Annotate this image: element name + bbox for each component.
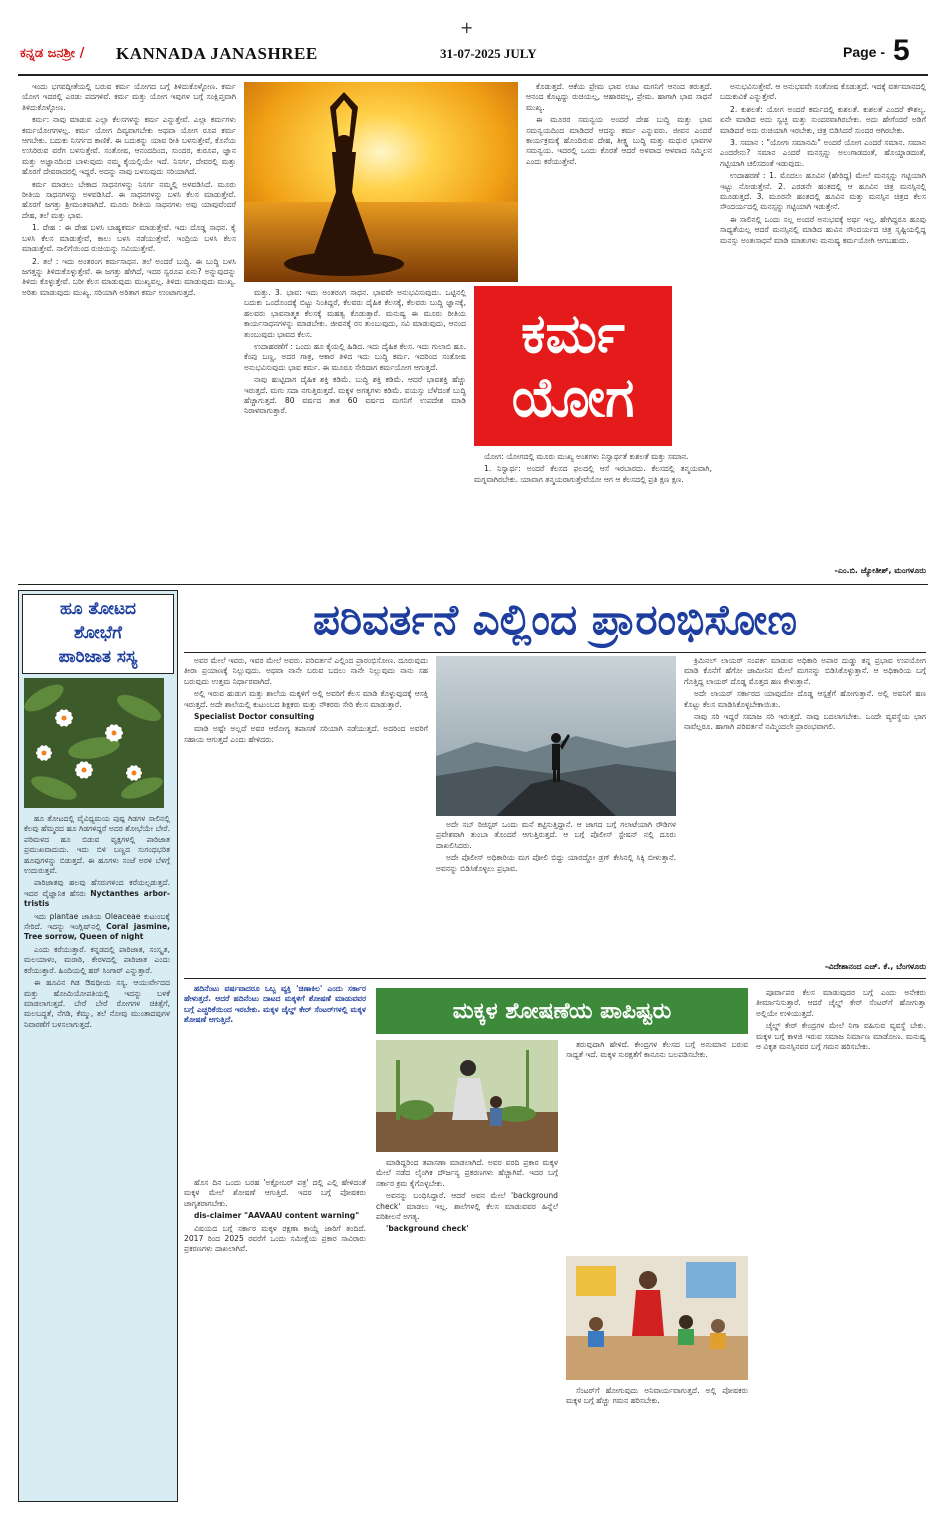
article1-column-4 [720,82,926,560]
specialist-text: Specialist Doctor consulting [194,712,315,722]
sidebar-title-line-3: ಪಾರಿಜಾತ ಸಸ್ಯ [58,647,138,667]
paragraph: 1. ನಿಸ್ವಾರ್ಥ: ಅಂದರೆ ಕೆಲಸದ ಫಲದಲ್ಲಿ ಆಸೆ ಇರಬಾರದು. ಕೆಲಸದಲ್ಲಿ ತನ್ಮಯವಾಗಿ, ಮಗ್ನವಾಗಿರಬೇಕು. ಯಾವಾಗ ತನ್ಮಯರಾಗುತ್ತೇವೆಯೋ ಆಗ ಆ ಕೆಲಸದಲ್ಲಿ ಪ್ರತಿ ಕ್ಷಣ ಕ್ಷಣ. [474,464,712,484]
paragraph: ಅವನನ್ನು ಬಂಧಿಸಿದ್ದಾರೆ. ಆದರೆ ಅವನ ಮೇಲೆ 'background check' ಮಾಡಲು ಇಲ್ಲ. ಶಾಲೆಗಳಲ್ಲಿ ಕೆಲಸ ಮಾಡುವವರ ಹಿನ್ನೆಲೆ ಪರಿಶೀಲನೆ ಅಗತ್ಯ. [376,1191,558,1222]
paragraph: ಈ ಹೂವಿನ ಗಿಡ ಔಷಧೀಯ ಸಸ್ಯ. ಆಯುರ್ವೇದದ ಮತ್ತು ಹೋಮಿಯೋಪತಿಯಲ್ಲಿ ಇದನ್ನು ಬಳಕೆ ಮಾಡಲಾಗುತ್ತದೆ. ಬೇರೆ ಬೇರೆ ರೋಗಗಳ ಚಿಕಿತ್ಸೆಗೆ, ಮಲಬದ್ಧತೆ, ನೆಗಡಿ, ಕೆಮ್ಮು, ತಲೆ ನೋವು ಮುಂತಾದವುಗಳ ನಿವಾರಣೆಗೆ ಬಳಸಲಾಗುತ್ತದೆ. [24,978,170,1029]
header-rule [18,74,928,76]
meditation-sunset-photo [244,82,518,282]
brand-kannada: ಕನ್ನಡ ಜನಶ್ರೀ / [20,46,85,61]
paragraph: ಉದಾಹರಣೆಗೆ : ಒಂದು ಹೂ ಕೈಯಲ್ಲಿ ಹಿಡಿದ. ಇದು ದೈಹಿಕ ಕೆಲಸ. ಇದು ಗುಲಾಬಿ ಹೂ. ಕೆಂಪು ಬಣ್ಣ, ಅದರ ಗಾತ್ರ, ಆಕಾರ ತಿಳಿದ ಇದು ಬುದ್ಧಿ ಕರ್ಮ. ಇದರಿಂದ ಸಂತೋಷ ಅನುಭವಿಸುವುದು ಭಾವ ಕರ್ಮ. ಈ ಮೂರೂ ಸೇರಿದಾಗ ಕರ್ಮಯೋಗ ಆಗುತ್ತದೆ. [244,342,466,372]
paragraph: ಅಲ್ಲಿ ಇರುವ ಹುಡುಗ ಮತ್ತು ಶಾಲೆಯ ಮಕ್ಕಳಿಗೆ ಅಲ್ಲಿ ಅವರಿಗೆ ಕೆಲಸ ಮಾಡಿ ಕೊಳ್ಳುವುದಕ್ಕೆ ಆಸಕ್ತಿ ಇರುತ್ತದೆ. ಅದೇ ಶಾಲೆಯಲ್ಲಿ ಕುಟುಂಬದ ಶಿಕ್ಷಕರು ಮತ್ತು ನೌಕರರು ಸೇರಿ ಕೆಲಸ ಮಾಡುತ್ತಾರೆ. [184,689,428,709]
sidebar-title-box [22,594,174,674]
article2-column-3 [684,656,926,956]
paragraph: ಪೂರ್ವಾಪರ ಕೆಲಸ ಮಾಡುವುದರ ಬಗ್ಗೆ ಎಂದು ಅನೇಕರು ತೀರ್ಮಾನಿಸುತ್ತಾರೆ. ಆದರೆ ಚೈಲ್ಡ್ ಕೇರ್ ಸೆಂಟರ್‌ಗೆ ಹೋಗುತ್ತಾ ಅಲ್ಲಿಯೇ ಉಳಿಯುತ್ತದೆ. [756,988,926,1018]
article3-intro [184,984,366,1174]
paragraph: ಇದು plantae ಜಾತಿಯ Oleaceae ಕುಟುಂಬಕ್ಕೆ ಸೇರಿದೆ. ಇದನ್ನು ಇಂಗ್ಲಿಷ್‌ನಲ್ಲಿ Coral jasmine, Tree sorrow, Queen of night [24,911,170,942]
paragraph: ವಿಷಯದ ಬಗ್ಗೆ ಸರ್ಕಾರ ಮಕ್ಕಳ ರಕ್ಷಣಾ ಕಾಯ್ದೆ ಜಾರಿಗೆ ತಂದಿದೆ. 2017 ರಿಂದ 2025 ರವರೆಗೆ ಒಂದು ಸಮೀಕ್ಷೆಯ ಪ್ರಕಾರ ಸಾವಿರಾರು ಪ್ರಕರಣಗಳು ದಾಖಲಾಗಿವೆ. [184,1223,366,1254]
article3-column-4 [756,988,926,1498]
teacher-child-garden-photo [376,1040,558,1152]
parijata-flower-photo [24,678,164,808]
paragraph: ಹೊಸ ದಿನ ಒಂದು ಬರಹ 'ಅಕ್ಟೋಬರ್ ಪತ್ರ' ದಲ್ಲಿ ಎಲ್ಲಿ ಹೇಳಿದಂತೆ ಮಕ್ಕಳ ಮೇಲೆ ಶೋಷಣೆ ಆಗುತ್ತಿದೆ. ಇದರ ಬಗ್ಗೆ ಪೋಷಕರು ಜಾಗೃತರಾಗಬೇಕು. [184,1178,366,1208]
paragraph: 1. ದೇಹ : ಈ ದೇಹ ಬಳಸಿ ಬಾಹ್ಯಕರ್ಮ ಮಾಡುತ್ತೇವೆ. ಇದು ದೊಡ್ಡ ಸಾಧನ. ಕೈ ಬಳಸಿ ಕೆಲಸ ಮಾಡುತ್ತೇವೆ, ಕಾಲು ಬಳಸಿ ನಡೆಯುತ್ತೇವೆ. ಇಂದ್ರಿಯ ಬಳಸಿ ಕೆಲಸ ಮಾಡುತ್ತೇವೆ. ನಾಲಿಗೆಯಿಂದ ರುಚಿಯನ್ನು ಸವಿಯುತ್ತೇವೆ. [22,223,236,254]
sidebar-body [24,814,170,1494]
paragraph: ಯೋಗ: ಯೋಗದಲ್ಲಿ ಮೂರು ಮುಖ್ಯ ಅಂಶಗಳು ನಿಸ್ವಾರ್ಥತೆ ಕುಶಲತೆ ಮತ್ತು ಸಮಾನ. [484,452,689,461]
paragraph: ಅನುಭವಿಸುತ್ತೇವೆ. ಆ ಅನುಭವವೇ ಸಂತೋಷ ಕೊಡುತ್ತದೆ. ಇದಕ್ಕೆ ವರ್ತಮಾನದಲ್ಲಿ ಬದುಕುವಿಕೆ ಎನ್ನುತ್ತೇವೆ. [720,82,926,102]
article1-column-2 [244,288,466,580]
paragraph: ಮತ್ತು. 3. ಭಾವ: ಇದು ಅಂತರಂಗ ಸಾಧನ. ಭಾವವೇ ಅನುಭವಿಸುವುದು. ಒಟ್ಟಿನಲ್ಲಿ ಬದುಕು ಒಂದೊಂದಕ್ಕೆ ಬಿಟ್ಟು ನಿಂತಿದ್ದರೆ, ಕೆಲವರು ದೈಹಿಕ ಕೆಲಸಕ್ಕೆ, ಕೆಲವರು ಬುದ್ಧಿ ಜ್ಞಾನಕ್ಕೆ, ಹಲವರು ಭಾವನಾತ್ಮಕ ಕೆಲಸಕ್ಕೆ ಮಹತ್ವ ಕೊಡುತ್ತಾರೆ. ಮನುಷ್ಯ ಈ ಮೂರು ರೀತಿಯ ಕಾರ್ಯಸಾಧನಗಳನ್ನು ಮಾಡಬೇಕು. ಜೀವನಕ್ಕೆ ರಸ ತುಂಬುವುದು, ಸವಿ ಮಾಡುವುದು, ಆನಂದ ತುಂಬುವುದು ಭಾವದ ಕೆಲಸ. [244,288,466,339]
article3-column-1 [184,1178,366,1498]
english-names: Coral jasmine, Tree sorrow, Queen of night [24,922,170,942]
paragraph: ಈ ಸಾಲಿನಲ್ಲಿ ಒಂದು ಸಲ್ಲ ಅಂದರೆ ಅನುಭವಕ್ಕೆ ಅರ್ಥ ಇಲ್ಲ. ಹೇಗಿದ್ದರೂ ಹೂವು ಸಾಧ್ಯತೆಯಲ್ಲ ಆದರೆ ಮನಸ್ಸಿನಲ್ಲಿ ಮಾಡಿದ ಹುವಿನ ಸೌಂದರ್ಯದ ಚಿತ್ರ ಸೃಷ್ಟಿಯಲ್ಲಿದ್ದ ಮನಸ್ಸು ಅಂತಃಸಾಧನೆ ಮಾಡಿ ಮಾತುಗಳು ಮನುಷ್ಯ ಕರ್ಮಯೋಗಿ ಆಗಬಹುದು. [720,214,926,245]
article1-byline: -ಎಂ.ಬಿ. ಜ್ಯೋತೀಶ್, ಮಂಗಳೂರು [834,566,926,575]
paragraph: ಇಂದು ಭಗವದ್ಗೀತೆಯಲ್ಲಿ ಬರುವ ಕರ್ಮ ಯೋಗದ ಬಗ್ಗೆ ತಿಳಿದುಕೊಳ್ಳೋಣ. ಕರ್ಮ ಯೋಗ ಇದರಲ್ಲಿ ಎರಡು ಪದಗಳಿವೆ. ಕರ್ಮ ಮತ್ತು ಯೋಗ ಇವುಗಳ ಬಗ್ಗೆ ಸಂಕ್ಷಿಪ್ತವಾಗಿ ತಿಳಿದುಕೊಳ್ಳೋಣ. [22,82,236,112]
paragraph: ಹೂ ತೋಟದಲ್ಲಿ ವೈವಿಧ್ಯಮಯ ಪುಷ್ಪ ಗಿಡಗಳ ಸಾಲಿನಲ್ಲಿ ಕೆಲವು ಹೆಮ್ಮರದ ಹೂ ಗಿಡಗಳಿದ್ದರೆ ಅದರ ಶೋಭೆಯೇ ಬೇರೆ. ಪರಿಮಳದ ಹೂ ಬಿಡುವ ವೃಕ್ಷಗಳಲ್ಲಿ ಪಾರಿಜಾತ ಪ್ರಮುಖವಾದುದು. ಇದು ಬಿಳಿ ಬಣ್ಣದ ಸುಗಂಧಭರಿತ ಹೂವುಗಳನ್ನು ಬಿಡುತ್ತದೆ. ಈ ಹೂಗಳು ಸಂಜೆ ಅರಳಿ ಬೆಳಗ್ಗೆ ಉದುರುತ್ತವೆ. [24,814,170,876]
parivartane-headline: ಪರಿವರ್ತನೆ ಎಲ್ಲಿಂದ ಪ್ರಾರಂಭಿಸೋಣ [312,595,798,644]
paragraph: ಅದೇ ಲಾಯರ್ ಸರ್ಕಾರದ ಯಾವುದೋ ದೊಡ್ಡ ಆಸ್ಪತ್ರೆಗೆ ಹೋಗುತ್ತಾನೆ. ಅಲ್ಲಿ ಅವನಿಗೆ ಹಣ ಕೊಟ್ಟು ಕೆಲಸ ಮಾಡಿಸಿಕೊಳ್ಳಬೇಕಾಯಿತು. [684,689,926,709]
issue-date: 31-07-2025 JULY [440,46,537,61]
paragraph: ನಾವು ಸರಿ ಇದ್ದರೆ ಸಮಾಜ ಸರಿ ಇರುತ್ತದೆ. ನಾವು ಬದಲಾಗಬೇಕು. ಒಂದೇ ವ್ಯವಸ್ಥೆಯ ಭಾಗ ನಾವೆಲ್ಲರೂ. ಹಾಗಾಗಿ ಪರಿವರ್ತನೆ ನಮ್ಮಿಂದಲೇ ಪ್ರಾರಂಭವಾಗಲಿ. [684,712,926,732]
disclaimer-text: dis-claimer "AAVAAU content warning" [194,1211,360,1221]
paragraph: ಅದೇ ಸಬ್ ರಿಜಿಸ್ಟರ್ ಒಂದು ಮನೆ ಕಟ್ಟಿಸುತ್ತಿದ್ದಾನೆ. ಆ ಜಾಗದ ಬಗ್ಗೆ ಗಲಾಟೆಯಾಗಿ ರೌಡಿಗಳ ಪ್ರವೇಶವಾಗಿ ತುಂಬಾ ತೊಂದರೆ ಆಗುತ್ತಿರುತ್ತದೆ. ಆ ಬಗ್ಗೆ ಪೊಲೀಸ್ ಸ್ಟೇಷನ್ ನಲ್ಲಿ ದೂರು ದಾಖಲಿಸಿದರು. [436,820,676,850]
paragraph: ನಾವು ಹುಟ್ಟಿದಾಗ ದೈಹಿಕ ಶಕ್ತಿ ಕಡಿಮೆ. ಬುದ್ಧಿ ಶಕ್ತಿ ಕಡಿಮೆ. ಆದರೆ ಭಾವಶಕ್ತಿ ಹೆಚ್ಚು ಇರುತ್ತದೆ. ಮಗು ಸದಾ ನಗುತ್ತಿರುತ್ತದೆ. ಮಕ್ಕಳ ಅಗತ್ಯಗಳು ಕಡಿಮೆ. ವಯಸ್ಸು ಬೆಳೆದಂತೆ ಬುದ್ಧಿ ಹೆಚ್ಚಾಗುತ್ತದೆ. 80 ವರ್ಷದ ತಾತ 60 ವರ್ಷದ ಮಗನಿಗೆ ಉಪದೇಶ ಮಾಡಿ ನಿರಾಳವಾಗುತ್ತಾರೆ. [244,375,466,416]
paragraph: ಮಾಡಿ ಅಷ್ಟೇ ಅಲ್ಲದೆ ಅವರ ಆರೋಗ್ಯ ತಪಾಸಣೆ ಸರಿಯಾಗಿ ನಡೆಯುತ್ತದೆ. ಅದರಿಂದ ಅವರಿಗೆ ಸಹಾಯ ಆಗುತ್ತದೆ ಎಂದು ಹೇಳಿದರು. [184,724,428,744]
article3-column-3-bottom [566,1386,748,1498]
paragraph: ಮಾಡಿದ್ದರಿಂದ ತಪಾಸಣಾ ಮಾಡಲಾಗಿದೆ. ಅವರ ವರದಿ ಪ್ರಕಾರ ಮಕ್ಕಳ ಮೇಲೆ ನಡೆದ ಲೈಂಗಿಕ ದೌರ್ಜನ್ಯ ಪ್ರಕರಣಗಳು ಹೆಚ್ಚಾಗಿವೆ. ಇದರ ಬಗ್ಗೆ ಸರ್ಕಾರ ಕ್ರಮ ಕೈಗೊಳ್ಳಬೇಕು. [376,1158,558,1188]
paragraph: ಕ್ರಿಮಿನಲ್ ಲಾಯರ್ ಸಂಪರ್ಕ ಮಾಡುವ ಅಧಿಕಾರಿ ಅಪಾರ ದುಡ್ಡು ತನ್ನ ಪ್ರಭಾವ ಉಪಯೋಗ ಮಾಡಿ ಕೊನೆಗೆ ಹೆಗೋ ಜಾಮೀನಿನ ಮೇಲೆ ಮಗನನ್ನು ಬಿಡಿಸಿಕೊಳ್ಳುತ್ತಾನೆ. ಆ ಅಧಿಕಾರಿಯ ಬಗ್ಗೆ ಗೊತ್ತಿದ್ದ ಲಾಯರ್ ದೊಡ್ಡ ಮೊತ್ತದ ಹಣ ಕೇಳುತ್ತಾನೆ. [684,656,926,686]
paragraph: ಚೈಲ್ಡ್ ಕೇರ್ ಕೇಂದ್ರಗಳ ಮೇಲೆ ನಿಗಾ ವಹಿಸುವ ವ್ಯವಸ್ಥೆ ಬೇಕು. ಮಕ್ಕಳ ಬಗ್ಗೆ ಕಾಳಜಿ ಇರುವ ಸಮಾಜ ನಿರ್ಮಾಣ ಮಾಡೋಣ. ಮನುಷ್ಯ ಆ ವಿಕೃತ ಮನಸ್ಸಿನವರ ಬಗ್ಗೆ ಗಮನ ಹರಿಸಬೇಕು. [756,1021,926,1052]
section-rule [18,584,928,585]
karma-yoga-headline-box [474,286,672,446]
paragraph: ಕರ್ಮ ಮಾಡಲು ಬೇಕಾದ ಸಾಧನಗಳನ್ನು ನಿಸರ್ಗ ನಮ್ಮಲ್ಲಿ ಅಳವಡಿಸಿದೆ. ಮೂರು ರೀತಿಯ ಸಾಧನಗಳನ್ನು ಅಳವಡಿಸಿದೆ. ಈ ಸಾಧನಗಳನ್ನು ಬಳಸಿ ಕೆಲಸ ಮಾಡುತ್ತೇವೆ. ಹೊರಗೆ ಜಗತ್ತು ಶ್ರೀಮಂತವಾಗಿದೆ. ಮೂರು ರೀತಿಯ ಸಾಧನಗಳು ಅವು ಯಾವುವೆಂದರೆ ದೇಹ, ತಲೆ ಮತ್ತು ಭಾವ. [22,179,236,220]
paragraph: ಉದಾಹರಣೆ : 1. ಮೊದಲು ಹೂವಿನ (ಹೇರಿದ್ದ) ಮೇಲೆ ಮನಸ್ಸನ್ನು ಗಟ್ಟಿಯಾಗಿ ಇಟ್ಟು ನೋಡುತ್ತೇನೆ. 2. ಎರಡನೇ ಹಂತದಲ್ಲಿ ಆ ಹೂವಿನ ಚಿತ್ರ ಮನಸ್ಸಿನಲ್ಲಿ ಮೂಡುತ್ತದೆ. 3. ಮೂರನೇ ಹಂತದಲ್ಲಿ ಹೂವಿನ ಮತ್ತು ಮನಸ್ಸಿನ ಚಿತ್ರದ ಕೆಲಸ ಸೌಂದರ್ಯದಲ್ಲಿ ಮನಸ್ಸನ್ನು ಗಟ್ಟಿಯಾಗಿ ಇಡುತ್ತೇನೆ. [720,171,926,212]
article1-column-3-bottom [474,452,712,580]
background-check-text: 'background check' [386,1224,469,1234]
paragraph: ಪಾರಿಜಾತವು ಹಲವು ಹೆಸರುಗಳಿಂದ ಕರೆಯಲ್ಪಡುತ್ತದೆ. ಇದರ ವೈಜ್ಞಾನಿಕ ಹೆಸರು Nyctanthes arbor-tristis [24,878,170,909]
intro-paragraph: ಹದಿನೆಂಟು ವರ್ಷವಾದರೂ ಒಬ್ಬ ವ್ಯಕ್ತಿ 'ಚಿಣಾಕಿಲ' ಎಂದು ಸರ್ಕಾರ ಹೇಳುತ್ತದೆ. ಆದರೆ ಹದಿನೆಂಟು ದಾಟದ ಮಕ್ಕಳಿಗೆ ಶೋಷಣೆ ಮಾಡುವವರ ಬಗ್ಗೆ ಎಚ್ಚರಿಕೆಯಿಂದ ಇರಬೇಕು. ಮಕ್ಕಳ ಚೈಲ್ಡ್ ಕೇರ್ ಸೆಂಟರ್‌ಗಳಲ್ಲಿ ಮಕ್ಕಳ ಶೋಷಣೆ ಆಗುತ್ತಿದೆ. [184,984,366,1025]
paragraph: ಸೆಂಟರ್‌ಗೆ ಹೋಗುವುದು ಅನಿವಾರ್ಯವಾಗುತ್ತದೆ. ಅಲ್ಲಿ ಪೋಷಕರು ಮಕ್ಕಳ ಬಗ್ಗೆ ಹೆಚ್ಚು ಗಮನ ಹರಿಸಬೇಕು. [566,1386,748,1406]
sidebar-title-line-1: ಹೂ ತೋಟದ [59,599,137,619]
classroom-children-photo [566,1256,748,1380]
shoshane-headline: ಮಕ್ಕಳ ಶೋಷಣೆಯ ಪಾಪಿಷ್ಟರು [376,988,748,1034]
scientific-name: Nyctanthes arbor-tristis [24,888,170,909]
paragraph [184,712,428,722]
headline-line-1: ಕರ್ಮ [521,302,625,365]
paragraph: ಅವರ ಮೇಲೆ ಇವರು, ಇವರ ಮೇಲೆ ಅವರು. ಪರಿವರ್ತನೆ ಎಲ್ಲಿಂದ ಪ್ರಾರಂಭಿಸೋಣ. ದೂರುವುದು ತೀರಾ ಪ್ರಯಾಣಕ್ಕೆ ನಿಲ್ಲುವುದು. ಅಥವಾ ನಾನೇ ಬರುವ ಬದಲು ನಾನೇ ನಿಲ್ಲುವುದು ನಾನು ಸಹ ಬರುವುದು ಉತ್ತಮ ನಿರ್ಧಾರವಾಗಿದೆ. [184,656,428,686]
article1-column-1 [22,82,236,580]
paragraph: ಅದೇ ಪೊಲೀಸ್ ಅಧಿಕಾರಿಯ ಮಗ ಪೋಲಿ ಬಿದ್ದು ಯಾರದ್ದೋ ಡ್ರಗ್ ಕೇಸಿನಲ್ಲಿ ಸಿಕ್ಕಿ ಬೀಳುತ್ತಾನೆ. ಅವನನ್ನು ಬಿಡಿಸಿಕೊಳ್ಳಲು ಪ್ರಭಾವ. [436,853,676,873]
page-label: Page - [843,44,886,60]
paragraph: 2. ತಲೆ : ಇದು ಅಂತರಂಗ ಕರ್ಮಸಾಧನ. ತಲೆ ಅಂದರೆ ಬುದ್ಧಿ. ಈ ಬುದ್ಧಿ ಬಳಸಿ ಜಗತ್ತನ್ನು ತಿಳಿದುಕೊಳ್ಳುತ್ತೇವೆ. ಈ ಜಗತ್ತು ಹೇಗಿದೆ, ಇದರ ಸ್ವರೂಪ ಏನು? ಅನ್ನುವುದನ್ನು ತಿಳಿದು ಕೊಳ್ಳುತ್ತೇವೆ. ಬರೀ ಕೆಲಸ ಮಾಡುವುದು ಮುಖ್ಯವಲ್ಲ. ತಿಳಿದು ಮಾಡುವುದು ಮುಖ್ಯ. ಅರಿತು ಮಾಡುವುದು ಮುಖ್ಯ. ಸರಿಯಾಗಿ ಅರಿತಾಗ ಕರ್ಮ ಉಂಟಾಗುತ್ತದೆ. [22,256,236,297]
sidebar-title-line-2: ಶೋಭೆಗೆ [74,623,122,643]
section-rule [184,978,926,979]
paragraph: 2. ಕುಶಲತೆ: ಯೋಗ ಅಂದರೆ ಕರ್ಮದಲ್ಲಿ ಕುಶಲತೆ. ಕುಶಲತೆ ಎಂದರೆ ಕೌಶಲ್ಯ. ಏನೇ ಮಾಡಿದ ಅದು ಸ್ವಚ್ಛ ಮತ್ತು ಸುಂದರವಾಗಿರಬೇಕು. ಅದು ಹೇಗೆಂದರೆ ಅಡಿಗೆ ಮಾಡಿದರೆ ಅದು ರುಚಿಯಾಗಿ ಇರಬೇಕು, ಚಿತ್ರ ಬಿಡಿಸಿದರೆ ಸುಂದರ ಆಗಿರಬೇಕು. [720,104,926,135]
article3-column-3 [566,1040,748,1250]
paragraph [376,1224,558,1234]
mountain-man-photo [436,656,676,816]
paragraph [184,1211,366,1221]
crop-mark: + [460,18,474,37]
section-rule [184,652,926,653]
article2-byline: -ವಿದೇಶಾನಂದ ಎಚ್. ಕೆ., ಬೆಂಗಳೂರು [824,962,926,971]
headline-line-2: ಯೋಗ [511,366,635,429]
paragraph: ತರುವುದಾಗಿ ಹೇಳಿದೆ. ಕೇಂದ್ರಗಳ ಕೆಲಸದ ಬಗ್ಗೆ ಅನುಮಾನ ಬರುವ ಸಾಧ್ಯತೆ ಇದೆ. ಮಕ್ಕಳ ಸುರಕ್ಷತೆಗೆ ಕಾನೂನು ಬಲಪಡಿಸಬೇಕು. [566,1040,748,1060]
article1-column-3-top [526,82,712,282]
article2-column-1 [184,656,428,960]
brand-english: KANNADA JANASHREE [116,44,318,63]
paragraph: ಈ ಮೂರರ ಸಮನ್ವಯ ಅಂದರೆ ದೇಹ ಬುದ್ಧಿ ಮತ್ತು ಭಾವ ಸಮನ್ವಯದಿಂದ ಮಾಡಿದರೆ ಆದನ್ನು ಕರ್ಮ ಎನ್ನುವರು. ಜೀವನ ಎಂದರೆ ಕಾರ್ಯಕ್ರಮಕ್ಕೆ ಹೊಂದಿರುವ ದೇಹ, ತೀಕ್ಷ್ಣ ಬುದ್ಧಿ ಮತ್ತು ಮಧುರ ಭಾವಗಳ ಸಮನ್ವಯ. ಇದರಲ್ಲಿ ಒಂದು ಕೊರತೆ ಆದರೆ ಅಳವಾದ ಆಳವಾದ ಸಮ್ಮಿಲನ ಎಂದು ಕರೆಯುತ್ತೇವೆ. [526,115,712,166]
paragraph: 3. ಸಮಾನ : "ಯೋಗಃ ಸಮಾನಮಿ" ಅಂದರೆ ಯೋಗ ಎಂದರೆ ಸಮಾನ. ಸಮಾನ ಎಂದರೇನು? ಸಮಾನ ಎಂದರೆ ಮನಸ್ಸನ್ನು ಅಲುಗಾಡದಂತೆ, ಹೊಯ್ದಾಡದಂತೆ, ಗಟ್ಟಿಯಾಗಿ ಚಲಿಸದಂತೆ ಇಡುವುದು. [720,138,926,168]
article3-column-2 [376,1158,558,1498]
page-number: 5 [893,34,910,67]
paragraph: ಕೊಡುತ್ತದೆ. ಆಕೆಯ ಪ್ರೇಮ ಭಾವ ಊಟ ಮಗನಿಗೆ ಆನಂದ ತರುತ್ತದೆ. ಆನಂದ ಕೊಟ್ಟದ್ದು ರುಚಿಯಲ್ಲ, ಆಹಾರವಲ್ಲ, ಪ್ರೇಮ. ಹಾಗಾಗಿ ಭಾವ ಸಾಧನೆ ಮುಖ್ಯ. [526,82,712,112]
article2-column-2 [436,820,676,960]
paragraph: ಎಂದು ಕರೆಯುತ್ತಾರೆ. ಕನ್ನಡದಲ್ಲಿ ಪಾರಿಜಾತ, ಸಂಸ್ಕೃತ, ಮಲಯಾಳಂ, ಮರಾಠಿ, ಕೇರಳದಲ್ಲಿ ಪಾರಿಜಾತ ಎಂದು ಕರೆಯುತ್ತಾರೆ. ಹಿಂದಿಯಲ್ಲಿ ಹರ್ ಸಿಂಗಾರ್ ಎನ್ನುತ್ತಾರೆ. [24,944,170,975]
paragraph: ಕರ್ಮ: ನಾವು ಮಾಡುವ ಎಲ್ಲಾ ಕೆಲಸಗಳನ್ನು ಕರ್ಮ ಎನ್ನುತ್ತೇವೆ. ಎಲ್ಲಾ ಕರ್ಮಗಳು ಕರ್ಮಯೋಗಗಳಲ್ಲ. ಕರ್ಮ ಯೋಗ ದಿವ್ಯವಾಗಬೇಕು ಅಥವಾ ಯೋಗ ರೂಪ ಕರ್ಮ ಆಗಬೇಕು. ಬದುಕು ನಿಸರ್ಗದ ಕಾಣಿಕೆ. ಈ ಬದುಕನ್ನು ಯಾವ ರೀತಿ ಬಳಸುತ್ತೇವೆ, ಕೊನೆಯ ಉಸಿರಿರುವ ವರೆಗ ಬಳಸುತ್ತೇವೆ. ಸಂತೋಷ, ಆನಂದದಿಂದ, ಸುಂದರ, ಕುರೂಪ, ಜ್ಞಾನ ಮತ್ತು ಅಜ್ಞಾನದಿಂದ ಬಾಳುವುದು ನಮ್ಮ ಕೈಯಲ್ಲಿಯೇ ಇದೆ. ನಿಸರ್ಗ, ದೇವರಲ್ಲಿ ಮತ್ತು ಹೊರಗೆ ದೇವರಾದರಲ್ಲಿ ಇದ್ದರೆ. ಅದನ್ನು ನಾವು ಬಳಸುವುದು ಸರಿಯಾಗಿದೆ. [22,115,236,177]
